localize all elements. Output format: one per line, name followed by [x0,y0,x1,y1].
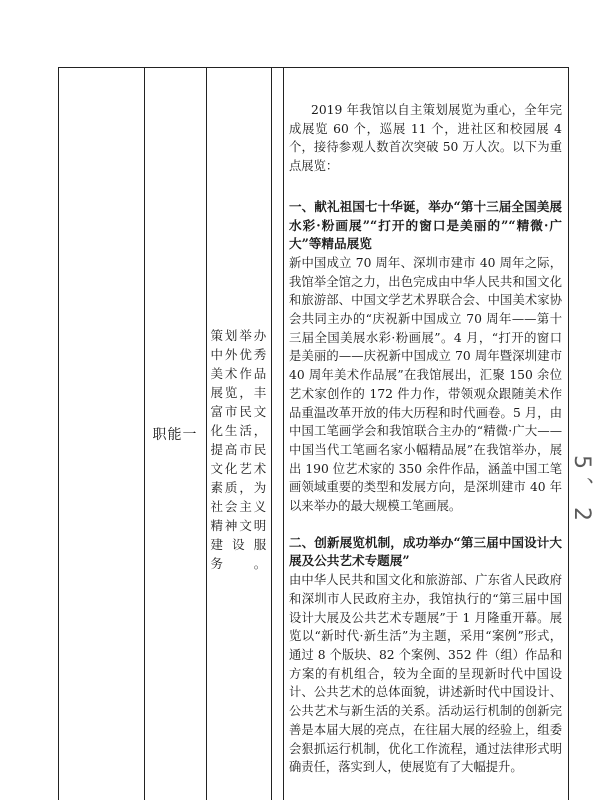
duty-description: 策划举办中外优秀美术作品展览，丰富市民文化生活，提高市民文化艺术素质，为社会主义精神文明建设服务。 [210,327,267,571]
section-heading-2: 二、创新展览机制，成功举办“第三届中国设计大展及公共艺术专题展” [289,534,562,569]
blank-column [59,68,144,800]
intro-paragraph: 2019 年我馆以自主策划展览为重心，全年完成展览 60 个，巡展 11 个，进社区和校园展 4 个，接待参观人数首次突破 50 万人次。以下为重点展览： [289,103,562,174]
duty-table [58,67,569,800]
duty-cell [206,68,271,800]
content-cell [283,68,568,800]
section-body-2: 由中华人民共和国文化和旅游部、广东省人民政府和深圳市人民政府主办，我馆执行的“第三届中国设计大展及公共艺术专题展”于 1 月隆重开幕。展览以“新时代·新生活”为主题，采用“案例”形式，通过 8 个版块、82 个案例、352 件（组）作品和方案的有机组合，较为全面的呈现新时代中国设计、公共艺术的总体面貌，讲述新时代中国设计、公共艺术与新生活的关系。活动运行机制的创新完善是本届大展的亮点，在往届大展的经验上，组委会狠抓运行机制，优化工作流程，通过法律形式明确责任，落实到人，使展览有了大幅提升。 [289,573,562,775]
function-label: 职能一 [152,427,198,443]
column-divider [271,68,272,800]
spacer [289,516,562,534]
section-body-1: 新中国成立 70 周年、深圳市建市 40 周年之际，我馆举全馆之力，出色完成由中华人民共和国文化和旅游部、中国文学艺术界联合会、中国美术家协会共同主办的“庆祝新中国成立 70 周年——第十三届全国美展水彩·粉画展”。4 月，“打开的窗口是美丽的——庆祝新中国成立 70 周年暨深圳建市 40 周年美术作品展”在我馆展出，汇聚 150 余位艺术家创作的 172 件力作，带领观众跟随美术作品重温改革开放的伟大历程和时代画卷。5 月，由中国工笔画学会和我馆联合主办的“精微·广大——中国当代工笔画名家小幅精品展”在我馆举办，展出 190 位艺术家的 350 余件作品，涵盖中国工笔画领域重要的类型和发展方向，是深圳建市 40 年以来举办的最大规模工笔画展。 [289,255,562,514]
handwritten-margin-note: 5、2 [569,455,594,529]
section-heading-1: 一、献礼祖国七十华诞，举办“第十三届全国美展水彩·粉画展”“打开的窗口是美丽的”“精微·广大”等精品展览 [289,198,562,252]
